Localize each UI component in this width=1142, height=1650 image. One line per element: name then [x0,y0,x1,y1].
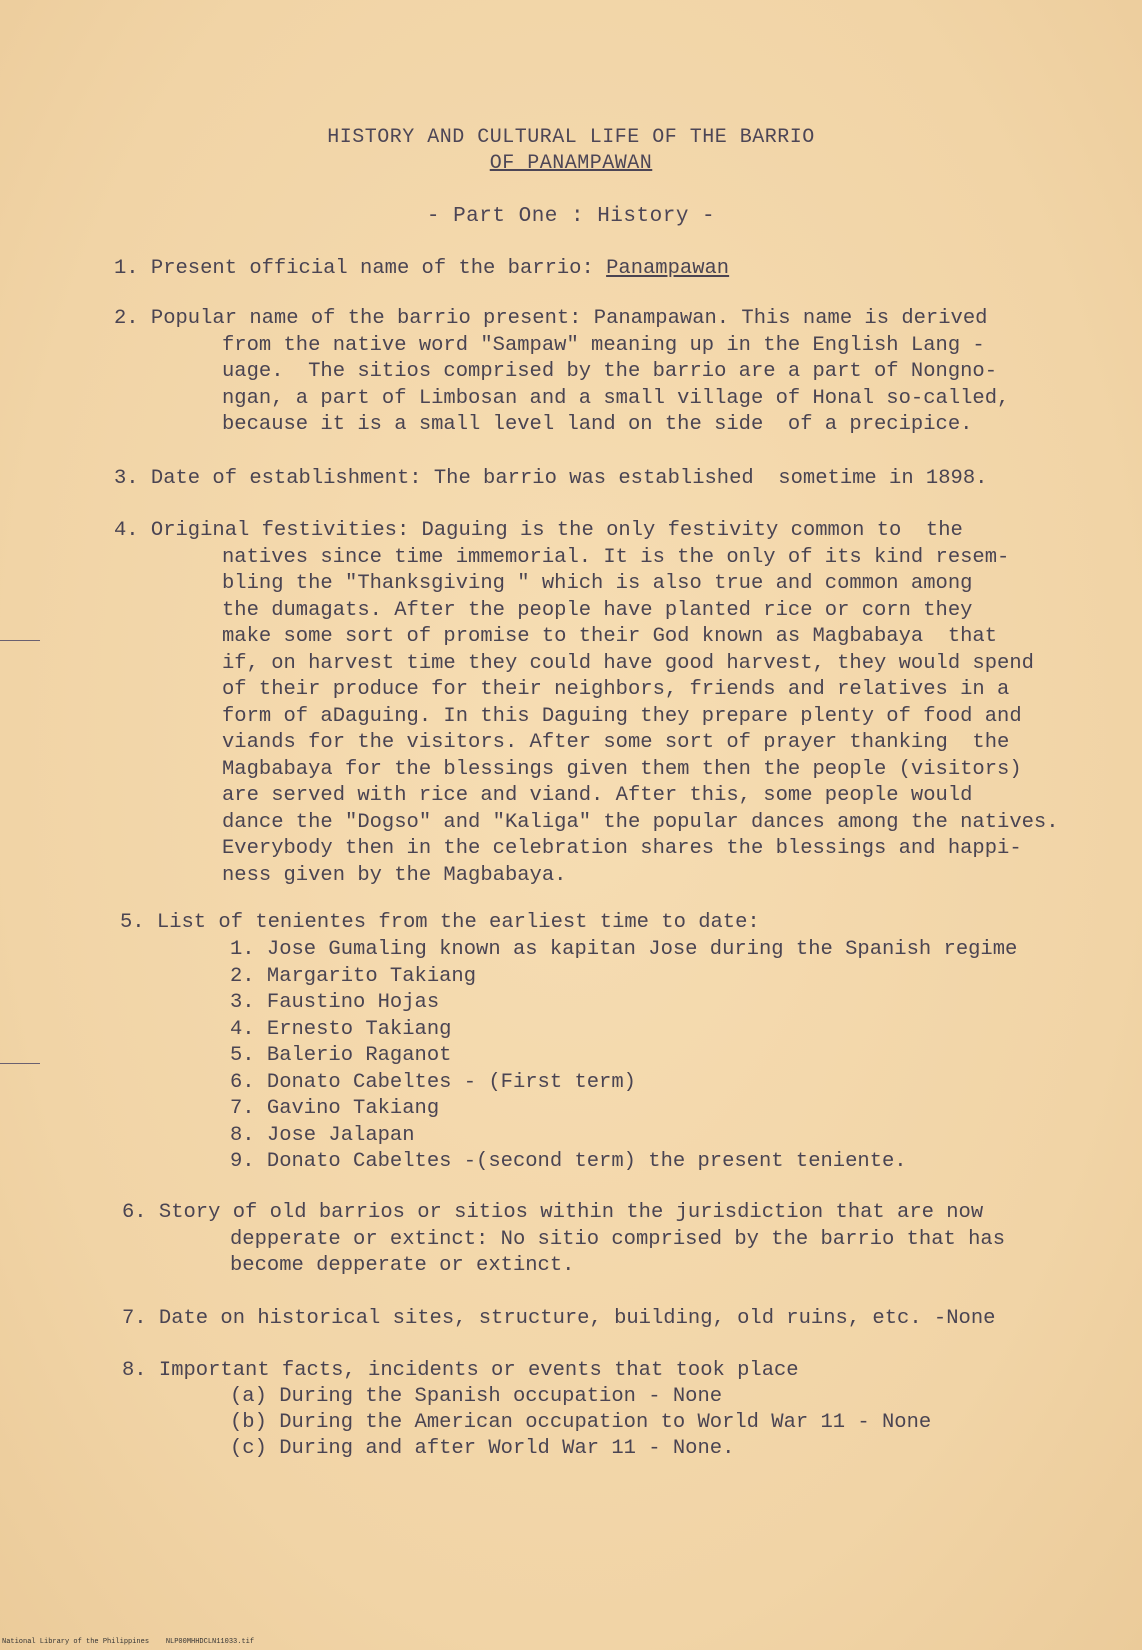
list-item: 5. Balerio Raganot [230,1044,452,1067]
list-item: (c) During and after World War 11 - None. [230,1437,735,1460]
list-item: (a) During the Spanish occupation - None [230,1385,723,1408]
list-item: 7. Gavino Takiang [230,1097,440,1120]
item-festivities: 4. Original festivities: Daguing is the only festivity common to the natives since time immemorial. It is the only of its kind resem- bling the "Thanksgiving " which is also true and common among the dumagats. After the people have planted rice or corn they make some sort of promise to their God known as Magbabaya that if, on harvest time they could have good harvest, they would spend of their produce for their neighbors, friends and relatives in a form of aDaguing. In this Daguing they prepare plenty of food and viands for the visitors. After some sort of prayer thanking the Magbabaya for the blessings given them then the people (visitors) are served with rice and viand. After this, some people would dance the "Dogso" and "Kaliga" the popular dances among the natives. Everybody then in the celebration shares the blessings and happi- ness given by the Magbabaya. [114,519,1059,887]
item-important-facts: 8. Important facts, incidents or events that took place [122,1359,799,1382]
barrio-name: Panampawan [606,257,730,280]
facts-sublist [230,1384,931,1462]
item-historical-sites: 7. Date on historical sites, structure, building, old ruins, etc. -None [122,1307,996,1330]
list-item: 8. Jose Jalapan [230,1123,415,1147]
list-item: 9. Donato Cabeltes -(second term) the present teniente. [230,1150,907,1173]
list-item: 1. Jose Gumaling known as kapitan Jose during the Spanish regime [230,938,1018,961]
list-item: 4. Ernesto Takiang [230,1017,452,1041]
tenientes-list [230,937,1017,1176]
item-popular-name: 2. Popular name of the barrio present: Panampawan. This name is derived from the native word "Sampaw" meaning up in the English Lang - uage. The sitios comprised by the barrio are a part of Nongno- ngan, a part of Limbosan and a small village of Honal so-called, because it is a small level land on the side of a precipice. [114,307,1010,436]
item-establishment: 3. Date of establishment: The barrio was established sometime in 1898. [114,467,988,490]
item-old-barrios: 6. Story of old barrios or sitios within the jurisdiction that are now depperate or extinct: No sitio comprised by the barrio that has become depperate or extinct. [122,1201,1006,1277]
item-tenientes-label: 5. List of tenientes from the earliest time to date: [120,911,760,934]
list-item: 6. Donato Cabeltes - (First term) [230,1070,636,1094]
item-official-name: 1. Present official name of the barrio: Panampawan [114,257,730,280]
list-item: 3. Faustino Hojas [230,991,440,1014]
document-title: HISTORY AND CULTURAL LIFE OF THE BARRIO [327,126,815,149]
list-item: 2. Margarito Takiang [230,964,477,988]
margin-mark [0,1063,40,1064]
document-subtitle: OF PANAMPAWAN [489,152,653,175]
part-heading: - Part One : History - [426,205,716,228]
list-item: (b) During the American occupation to World War 11 - None [230,1411,932,1434]
margin-mark [0,640,40,641]
footer-credit: National Library of the Philippines NLP00MHHDCLN11033.tif [2,1638,255,1646]
